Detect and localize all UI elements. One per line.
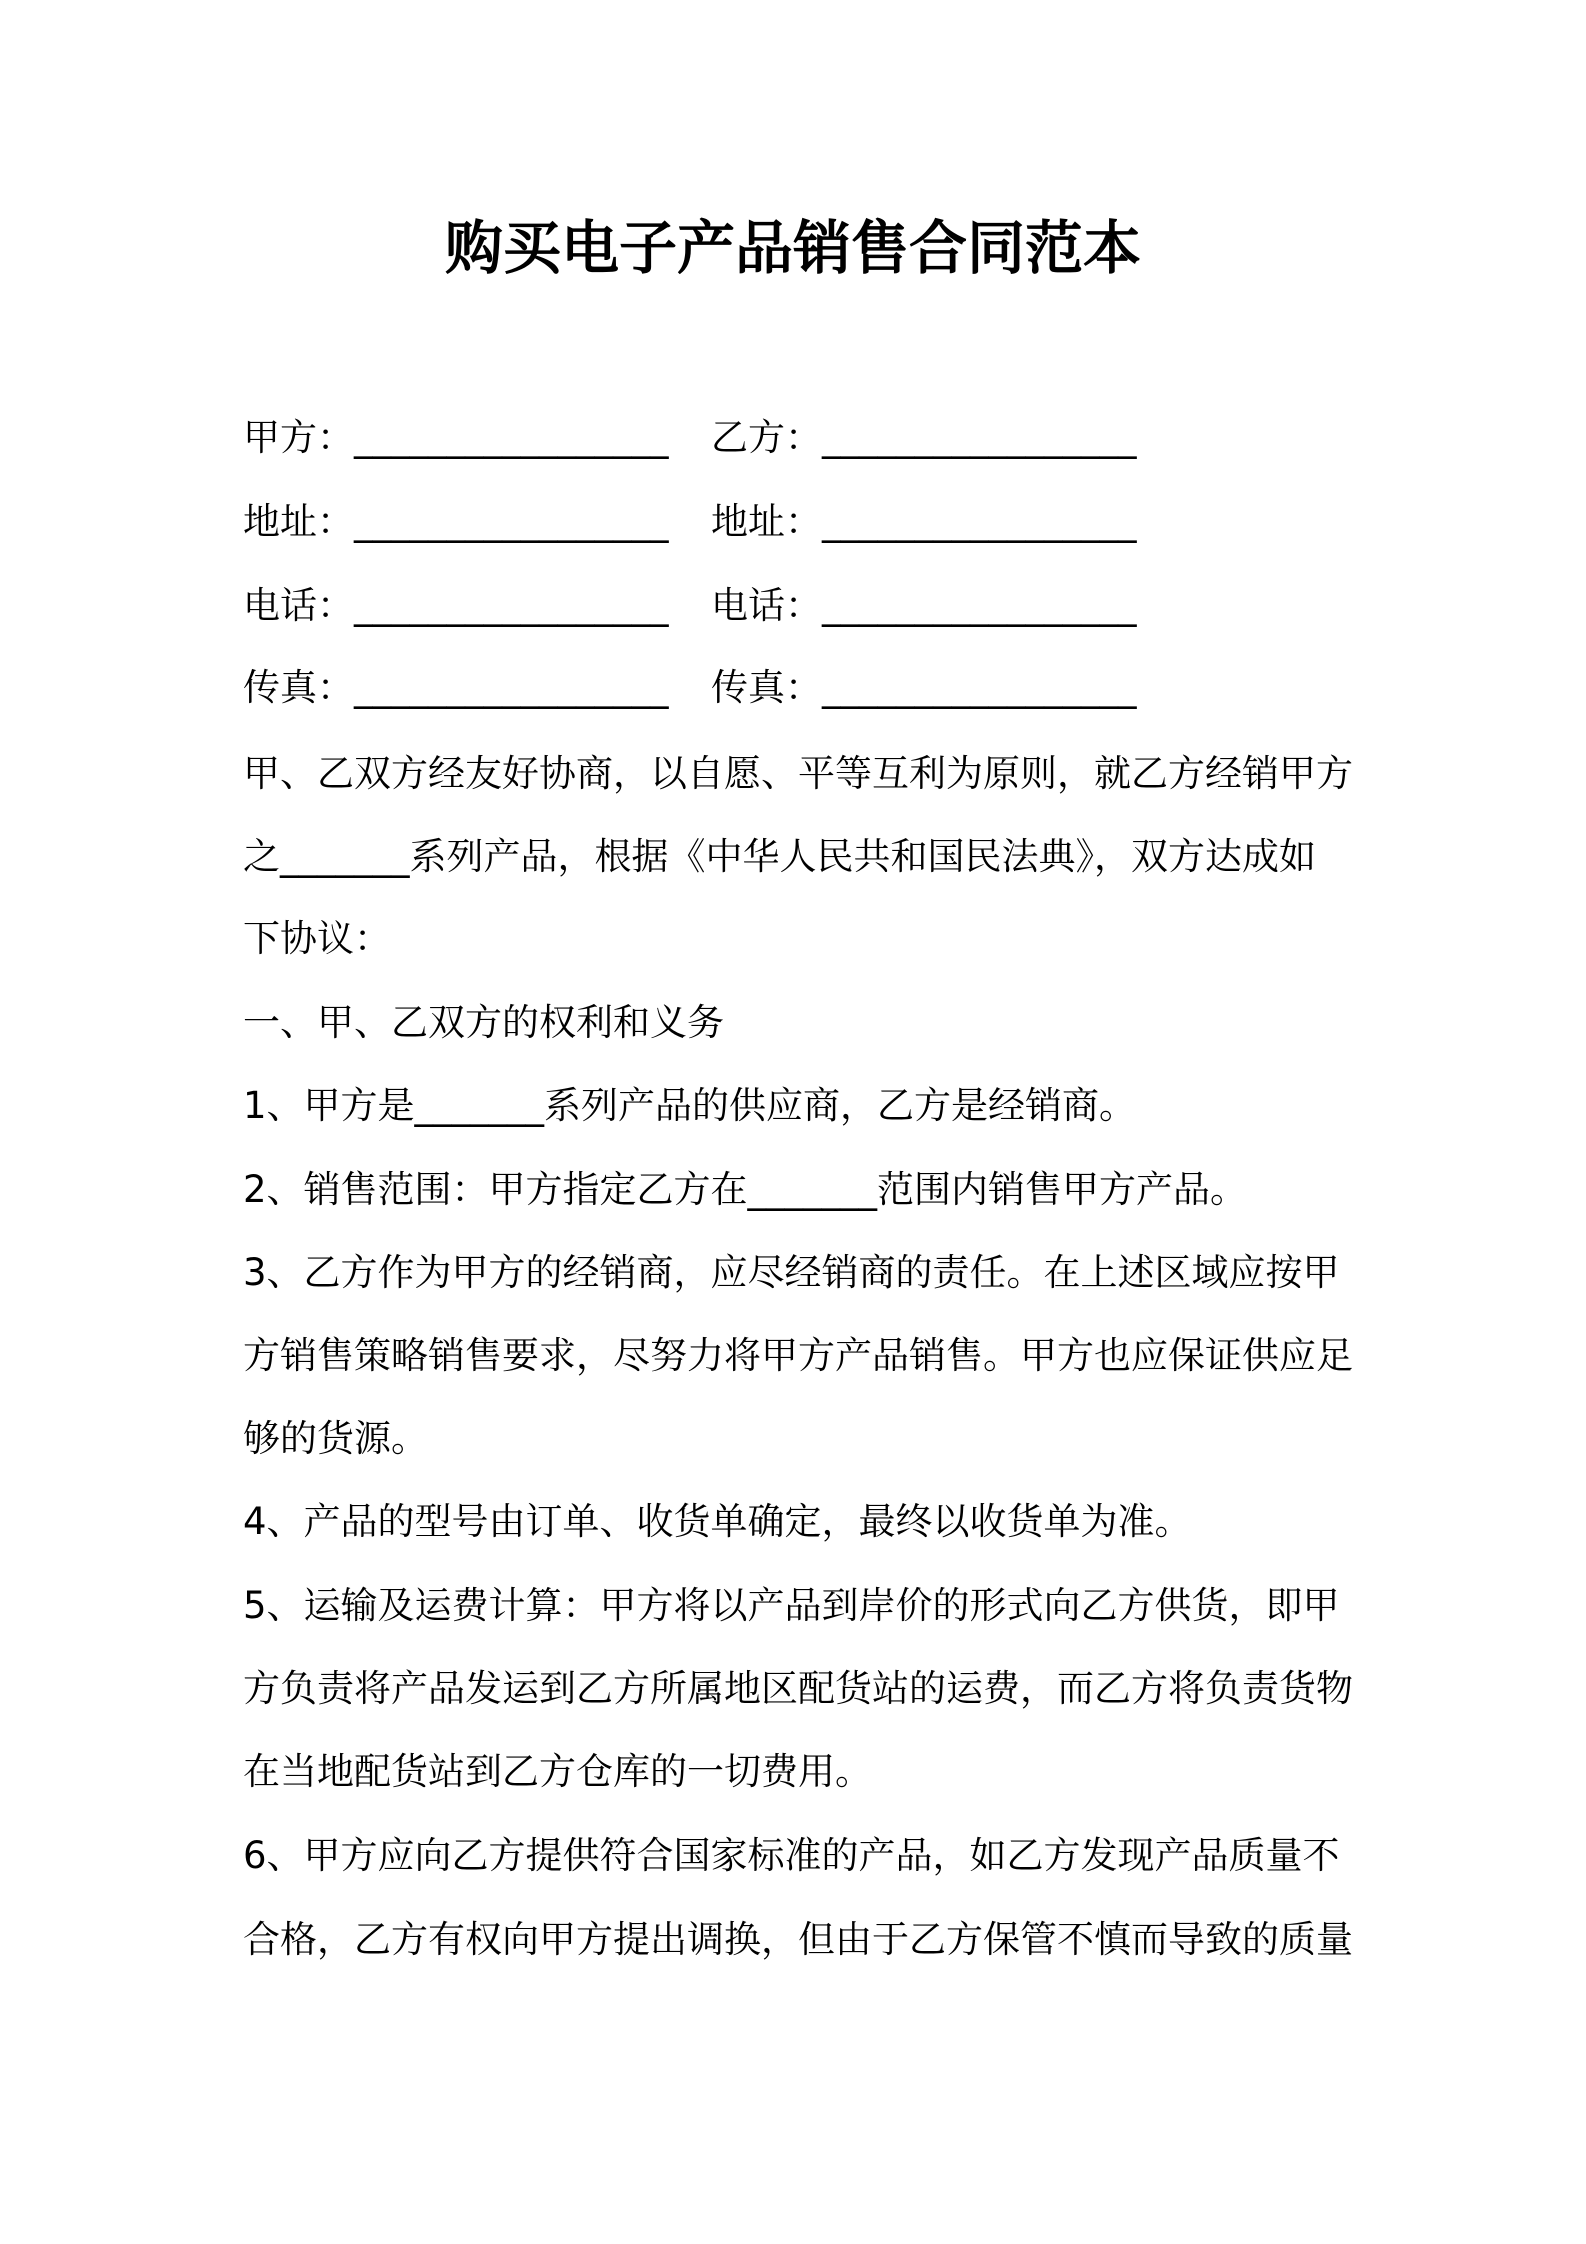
- clause-5-line-1: 5、运输及运费计算：甲方将以产品到岸价的形式向乙方供货，即甲: [243, 1584, 1340, 1627]
- clause-3-line-3: 够的货源。: [243, 1417, 428, 1460]
- party-a-name-field: 甲方：_________________: [243, 416, 669, 459]
- clause-3-line-1: 3、乙方作为甲方的经销商，应尽经销商的责任。在上述区域应按甲: [243, 1251, 1340, 1294]
- clause-6-line-1: 6、甲方应向乙方提供符合国家标准的产品，如乙方发现产品质量不: [243, 1834, 1340, 1877]
- party-a-address-field: 地址：_________________: [243, 500, 669, 543]
- clause-2: 2、销售范围：甲方指定乙方在_______范围内销售甲方产品。: [243, 1168, 1248, 1211]
- clause-5-line-3: 在当地配货站到乙方仓库的一切费用。: [243, 1750, 872, 1793]
- clause-4: 4、产品的型号由订单、收货单确定，最终以收货单为准。: [243, 1500, 1192, 1543]
- party-a-phone-field: 电话：_________________: [243, 584, 669, 627]
- preamble-line-1: 甲、乙双方经友好协商，以自愿、平等互利为原则，就乙方经销甲方: [243, 752, 1353, 795]
- party-a-fax-field: 传真：_________________: [243, 666, 669, 709]
- clause-1: 1、甲方是_______系列产品的供应商，乙方是经销商。: [243, 1084, 1137, 1127]
- document-title: 购买电子产品销售合同范本: [444, 214, 1141, 282]
- section-heading-1: 一、甲、乙双方的权利和义务: [243, 1001, 724, 1044]
- party-b-address-field: 地址：_________________: [711, 500, 1137, 543]
- clause-6-line-2: 合格，乙方有权向甲方提出调换，但由于乙方保管不慎而导致的质量: [243, 1918, 1353, 1961]
- party-b-phone-field: 电话：_________________: [711, 584, 1137, 627]
- preamble-line-2: 之_______系列产品，根据《中华人民共和国民法典》，双方达成如: [243, 835, 1316, 878]
- preamble-line-3: 下协议：: [243, 917, 391, 960]
- party-b-fax-field: 传真：_________________: [711, 666, 1137, 709]
- clause-3-line-2: 方销售策略销售要求，尽努力将甲方产品销售。甲方也应保证供应足: [243, 1334, 1353, 1377]
- party-b-name-field: 乙方：_________________: [711, 416, 1137, 459]
- clause-5-line-2: 方负责将产品发运到乙方所属地区配货站的运费，而乙方将负责货物: [243, 1667, 1353, 1710]
